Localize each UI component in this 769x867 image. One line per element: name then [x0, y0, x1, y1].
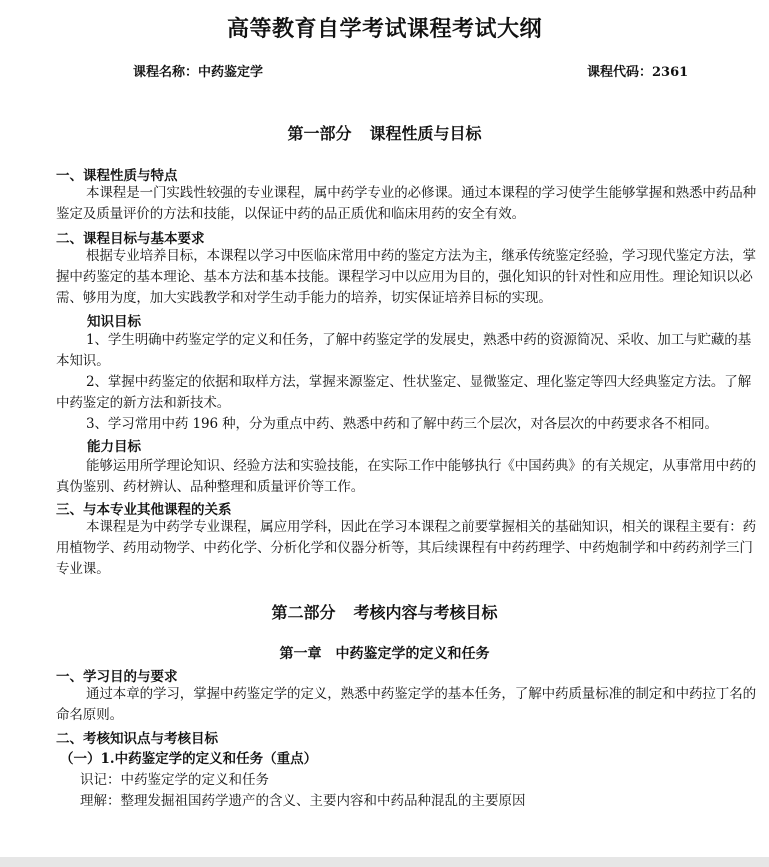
knowledge-heading: 知识目标: [87, 314, 141, 330]
course-name: 课程名称：中药鉴定学: [133, 65, 264, 80]
course-code: 课程代码：2361: [587, 65, 689, 80]
part2-heading: [0, 600, 769, 623]
ability-heading: 能力目标: [87, 439, 141, 455]
knowledge-item-1: 1、学生明确中药鉴定学的定义和任务，了解中药鉴定学的发展史，熟悉中药的资源简况、采收、加工与贮藏的基本知识。: [56, 332, 752, 369]
ability-paragraph: 能够运用所学理论知识、经验方法和实验技能，在实际工作中能够执行《中国药典》的有关规定，从事常用中药的真伪鉴别、药材辨认、品种整理和质量评价等工作。: [56, 458, 756, 495]
bottom-bar: [0, 857, 769, 867]
subsection-heading: （一）1.中药鉴定学的定义和任务（重点）: [60, 751, 318, 767]
section3-paragraph: 本课程是为中药学专业课程，属应用学科，因此在学习本课程之前要掌握相关的基础知识，相关的课程主要有：药用植物学、药用动物学、中药化学、分析化学和仪器分析等，其后续课程有中药药理学、中药炮制学和中药药剂学三门专业课。: [56, 519, 756, 577]
document-title: 高等教育自学考试课程考试大纲: [226, 16, 542, 42]
chapter1-section1-heading: 一、学习目的与要求: [56, 669, 178, 685]
section2-paragraph: 根据专业培养目标，本课程以学习中医临床常用中药的鉴定方法为主，继承传统鉴定经验，学习现代鉴定方法，掌握中药鉴定的基本理论、基本方法和基本技能。课程学习中以应用为目的，强化知识的针对性和应用性。理论知识以必需、够用为度，加大实践教学和对学生动手能力的培养，切实保证培养目标的实现。: [56, 248, 756, 306]
section2-heading: 二、课程目标与基本要求: [56, 231, 205, 247]
chapter1-label: 第一章: [279, 646, 322, 662]
section1-paragraph: 本课程是一门实践性较强的专业课程，属中药学专业的必修课。通过本课程的学习使学生能够掌握和熟悉中药品种鉴定及质量评价的方法和技能，以保证中药的品正质优和临床用药的安全有效。: [56, 185, 756, 222]
chapter1-text: 中药鉴定学的定义和任务: [335, 646, 490, 662]
part1-heading: [0, 121, 769, 144]
knowledge-item-3: 3、学习常用中药 196 种，分为重点中药、熟悉中药和了解中药三个层次，对各层次的中药要求各不相同。: [86, 416, 718, 432]
section1-heading: 一、课程性质与特点: [56, 168, 178, 184]
part2-text: 考核内容与考核目标: [353, 603, 498, 622]
chapter1-heading: [0, 643, 769, 663]
understand-line: 理解：整理发掘祖国药学遗产的含义、主要内容和中药品种混乱的主要原因: [80, 793, 526, 809]
part1-label: 第一部分: [287, 124, 352, 143]
knowledge-item-2: 2、掌握中药鉴定的依据和取样方法，掌握来源鉴定、性状鉴定、显微鉴定、理化鉴定等四大经典鉴定方法。了解中药鉴定的新方法和新技术。: [56, 374, 752, 411]
part1-text: 课程性质与目标: [369, 124, 482, 143]
section3-heading: 三、与本专业其他课程的关系: [56, 502, 232, 518]
memorize-line: 识记：中药鉴定学的定义和任务: [80, 772, 269, 788]
chapter1-section1-paragraph: 通过本章的学习，掌握中药鉴定学的定义，熟悉中药鉴定学的基本任务，了解中药质量标准的制定和中药拉丁名的命名原则。: [56, 686, 756, 723]
part2-label: 第二部分: [271, 603, 336, 622]
chapter1-section2-heading: 二、考核知识点与考核目标: [56, 731, 218, 747]
